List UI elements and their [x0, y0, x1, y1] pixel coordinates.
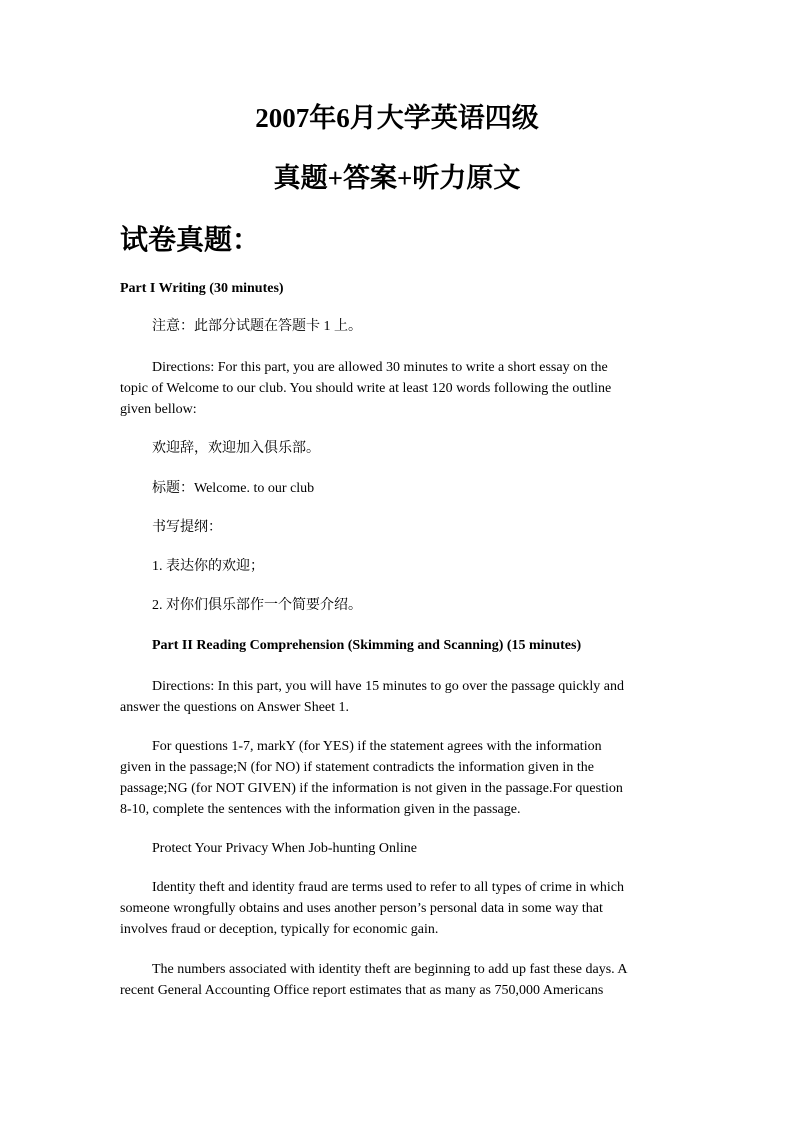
part2-questions-line: 8-10, complete the sentences with the information given in the passage.	[120, 802, 521, 817]
part1-directions-line: given bellow:	[120, 402, 197, 417]
part1-directions-line: topic of Welcome to our club. You should write at least 120 words following the outline	[120, 381, 612, 396]
document-subtitle: 真题+答案+听力原文	[273, 163, 521, 193]
part2-questions-line: For questions 1-7, markY (for YES) if the statement agrees with the information	[152, 739, 602, 754]
passage-paragraph-line: The numbers associated with identity theft are beginning to add up fast these days. A	[152, 962, 628, 977]
passage-paragraph-line: someone wrongfully obtains and uses another person’s personal data in some way that	[120, 901, 603, 916]
part1-welcome-item: 欢迎辞，欢迎加入俱乐部。	[152, 441, 320, 456]
passage-paragraph-line: involves fraud or deception, typically for economic gain.	[120, 922, 439, 937]
passage-paragraph-line: recent General Accounting Office report estimates that as many as 750,000 Americans	[120, 983, 604, 998]
part2-questions-line: passage;NG (for NOT GIVEN) if the information is not given in the passage.For question	[120, 781, 623, 796]
part2-directions-line: Directions: In this part, you will have 15 minutes to go over the passage quickly and	[152, 679, 625, 694]
part1-title-item: 标题：Welcome. to our club	[152, 481, 315, 496]
part1-outline-point: 1. 表达你的欢迎；	[152, 559, 264, 574]
document-title: 2007年6月大学英语四级	[255, 103, 539, 133]
part1-directions-line: Directions: For this part, you are allowed 30 minutes to write a short essay on the	[152, 360, 608, 375]
part2-heading: Part II Reading Comprehension (Skimming and Scanning) (15 minutes)	[152, 638, 582, 653]
passage-title: Protect Your Privacy When Job-hunting Online	[152, 841, 417, 856]
section-heading: 试卷真题：	[120, 225, 261, 256]
part1-outline-label: 书写提纲：	[152, 520, 222, 535]
part1-heading: Part I Writing (30 minutes)	[120, 281, 284, 296]
part1-note: 注意：此部分试题在答题卡 1 上。	[152, 319, 362, 334]
passage-paragraph-line: Identity theft and identity fraud are terms used to refer to all types of crime in which	[152, 880, 624, 895]
part2-questions-line: given in the passage;N (for NO) if statement contradicts the information given in the	[120, 760, 594, 775]
part2-directions-line: answer the questions on Answer Sheet 1.	[120, 700, 350, 715]
part1-outline-point: 2. 对你们俱乐部作一个简要介绍。	[152, 598, 362, 613]
